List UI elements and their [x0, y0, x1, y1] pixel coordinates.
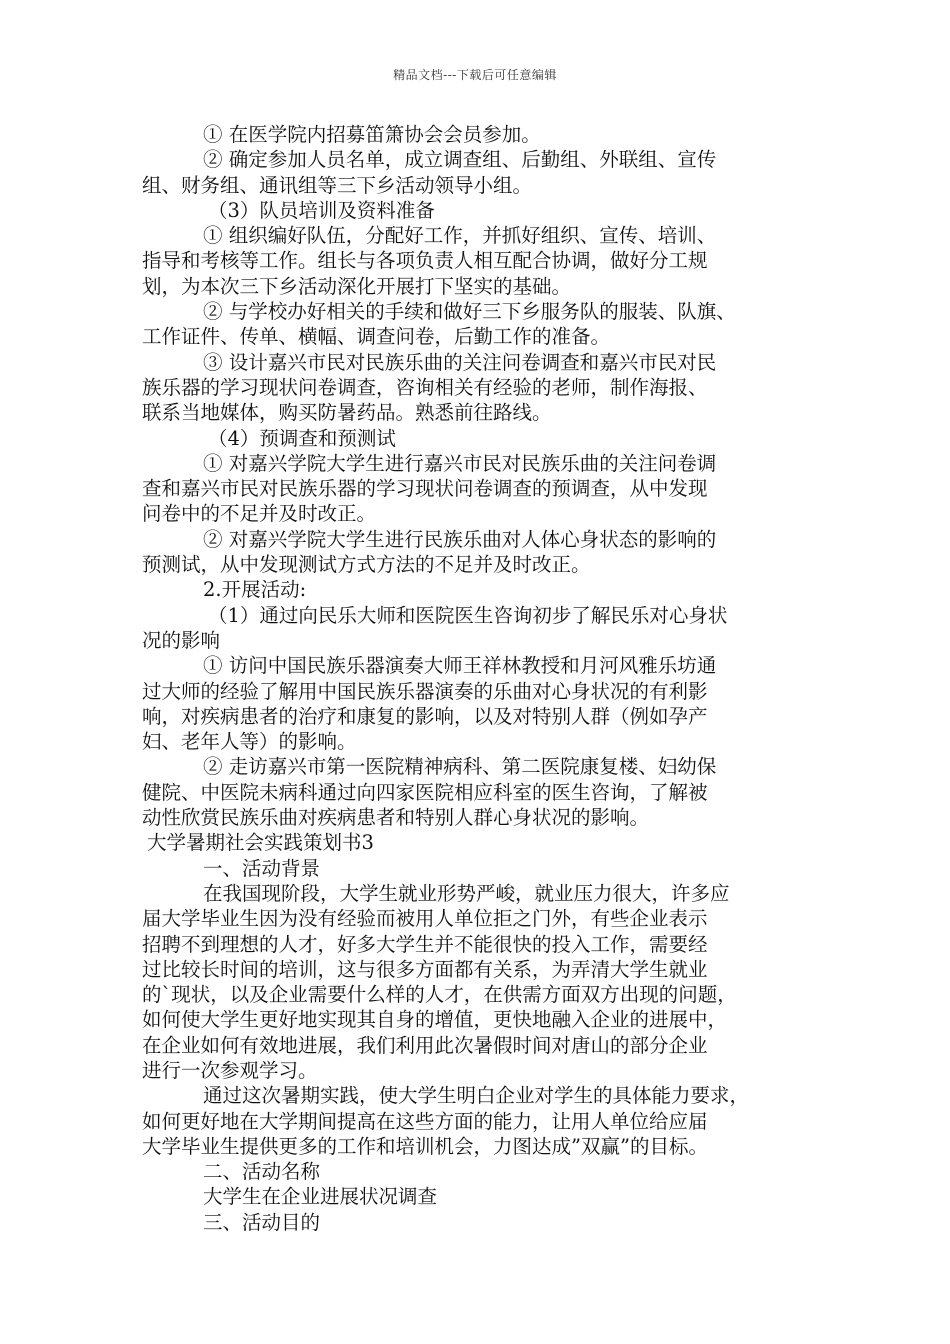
text-line: （3）队员培训及资料准备	[208, 198, 435, 222]
text-line: 况的影响	[142, 628, 221, 652]
text-line: 组、财务组、通讯组等三下乡活动领导小组。	[142, 173, 533, 197]
text-line: ① 在医学院内招募笛箫协会会员参加。	[203, 123, 541, 146]
text-line: 过大师的经验了解用中国民族乐器演奏的乐曲对心身状况的有利影	[142, 679, 708, 703]
text-line: （4）预调查和预测试	[208, 426, 396, 450]
text-line: 二、活动名称	[203, 1160, 321, 1184]
text-line: 妇、老年人等）的影响。	[142, 730, 357, 754]
text-line: ① 组织编好队伍，分配好工作，并抓好组织、宣传、培训、	[203, 224, 717, 248]
text-line: 响，对疾病患者的治疗和康复的影响，以及对特别人群（例如孕产	[142, 704, 708, 728]
text-line: 招聘不到理想的人才，好多大学生并不能很快的投入工作，需要经	[142, 932, 708, 956]
text-line: 届大学毕业生因为没有经验而被用人单位拒之门外，有些企业表示	[142, 907, 708, 931]
text-line: 工作证件、传单、横幅、调查问卷，后勤工作的准备。	[142, 325, 611, 349]
text-line: 族乐器的学习现状问卷调查，咨询相关有经验的老师，制作海报、	[142, 375, 708, 399]
text-line: ② 对嘉兴学院大学生进行民族乐曲对人体心身状态的影响的	[203, 527, 717, 551]
text-line: 进行一次参观学习。	[142, 1058, 318, 1082]
text-line: 划，为本次三下乡活动深化开展打下坚实的基础。	[142, 274, 572, 298]
text-line: 三、活动目的	[203, 1210, 321, 1234]
text-line: 动性欣赏民族乐曲对疾病患者和特别人群心身状况的影响。	[142, 806, 650, 830]
text-line: 2.开展活动:	[203, 578, 307, 602]
text-line: ② 确定参加人员名单，成立调查组、后勤组、外联组、宣传	[203, 148, 717, 172]
text-line: ② 走访嘉兴市第一医院精神病科、第二医院康复楼、妇幼保	[203, 755, 717, 779]
text-line: 在企业如何有效地进展，我们利用此次暑假时间对唐山的部分企业	[142, 1033, 708, 1057]
text-line: 的`现状，以及企业需要什么样的人才，在供需方面双方出现的问题，	[142, 983, 737, 1007]
text-line: 过比较长时间的培训，这与很多方面都有关系，为弄清大学生就业	[142, 957, 708, 981]
text-line: （1）通过向民乐大师和医院医生咨询初步了解民乐对心身状	[208, 603, 728, 627]
text-line: 查和嘉兴市民对民族乐器的学习现状问卷调查的预调查，从中发现	[142, 477, 708, 501]
text-line: 预测试，从中发现测试方式方法的不足并及时改正。	[142, 553, 591, 577]
text-line: 大学生在企业进展状况调查	[203, 1185, 438, 1209]
text-line: 一、活动背景	[203, 856, 321, 880]
text-line: 大学毕业生提供更多的工作和培训机会，力图达成”双赢”的目标。	[142, 1134, 708, 1158]
text-line: ③ 设计嘉兴市民对民族乐曲的关注问卷调查和嘉兴市民对民	[203, 350, 717, 374]
text-line: 如何更好地在大学期间提高在这些方面的能力，让用人单位给应届	[142, 1109, 708, 1133]
text-line: ② 与学校办好相关的手续和做好三下乡服务队的服装、队旗、	[203, 300, 736, 324]
text-line: ① 访问中国民族乐器演奏大师王祥林教授和月河风雅乐坊通	[203, 654, 717, 678]
text-line: 通过这次暑期实践，使大学生明白企业对学生的具体能力要求，	[203, 1084, 750, 1108]
text-line: ① 对嘉兴学院大学生进行嘉兴市民对民族乐曲的关注问卷调	[203, 451, 717, 475]
text-line: 在我国现阶段，大学生就业形势严峻，就业压力很大，许多应	[203, 881, 730, 905]
page-header: 精品文档---下载后可任意编辑	[393, 68, 557, 82]
text-line: 问卷中的不足并及时改正。	[142, 502, 377, 526]
text-line: 指导和考核等工作。组长与各项负责人相互配合协调，做好分工规	[142, 249, 708, 273]
text-line: 如何使大学生更好地实现其自身的增值，更快地融入企业的进展中，	[142, 1008, 728, 1032]
document-body	[142, 122, 822, 1235]
text-line: 健院、中医院未病科通过向四家医院相应科室的医生咨询，了解被	[142, 780, 708, 804]
text-line: 联系当地媒体，购买防暑药品。熟悉前往路线。	[142, 401, 552, 425]
text-line: 大学暑期社会实践策划书3	[147, 831, 374, 855]
